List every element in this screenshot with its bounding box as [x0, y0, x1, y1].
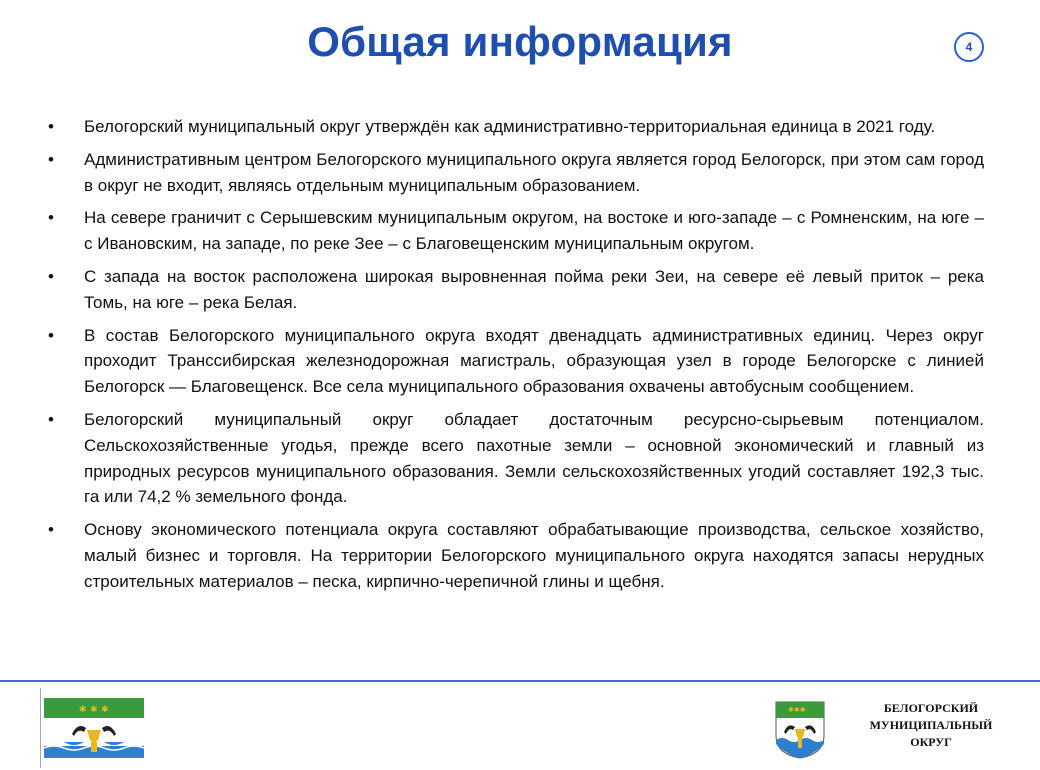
organization-name-line: МУНИЦИПАЛЬНЫЙ — [869, 718, 993, 732]
bullet-item: • С запада на восток расположена широкая выровненная пойма реки Зеи, на севере её левый приток – река Томь, на юге – река Белая. — [48, 264, 984, 316]
content-area — [48, 114, 984, 602]
svg-text:✱: ✱ — [101, 705, 109, 715]
organization-name-line: БЕЛОГОРСКИЙ — [883, 701, 979, 715]
footer-left-rule — [40, 688, 41, 768]
organization-name — [856, 700, 1006, 751]
bullet-item: • Административным центром Белогорского муниципального округа является город Белогорск, при этом сам город в округ не входит, являясь отдельным муниципальным образованием. — [48, 147, 984, 199]
bullet-item: • На севере граничит с Серышевским муниципальным округом, на востоке и юго-западе – с Ромненским, на юге – с Ивановским, на западе, по реке Зее – с Благовещенским муниципальным округом. — [48, 205, 984, 257]
slide-title: Общая информация — [307, 18, 733, 65]
svg-text:✱: ✱ — [79, 705, 87, 715]
svg-text:✱: ✱ — [90, 705, 98, 715]
district-flag-icon — [44, 698, 144, 758]
bullet-list — [48, 114, 984, 595]
organization-name-line: ОКРУГ — [910, 735, 952, 749]
footer-divider — [0, 680, 1040, 682]
bullet-item: • Белогорский муниципальный округ обладает достаточным ресурсно-сырьевым потенциалом. Сельскохозяйственные угодья, прежде всего пахотные земли – основной экономический и главный из природных ресурсов муниципального образования. Земли сельскохозяйственных угодий составляет 192,3 тыс. га или 74,2 % земельного фонда. — [48, 407, 984, 510]
coat-of-arms-icon — [774, 700, 826, 760]
page-number-badge: 4 — [954, 32, 984, 62]
bullet-item: • Основу экономического потенциала округа составляют обрабатывающие производства, сельское хозяйство, малый бизнес и торговля. На территории Белогорского муниципального округа находятся запасы нерудных строительных материалов – песка, кирпично-черепичной глины и щебня. — [48, 517, 984, 594]
svg-text:✱✱✱: ✱✱✱ — [788, 706, 806, 714]
bullet-item: • В состав Белогорского муниципального округа входят двенадцать административных единиц. Через округ проходит Транссибирская железнодорожная магистраль, образующая узел в городе Белогорске с линией Белогорск — Благовещенск. Все села муниципального образования охвачены автобусным сообщением. — [48, 323, 984, 400]
bullet-item: • Белогорский муниципальный округ утверждён как административно-территориальная единица в 2021 году. — [48, 114, 984, 140]
